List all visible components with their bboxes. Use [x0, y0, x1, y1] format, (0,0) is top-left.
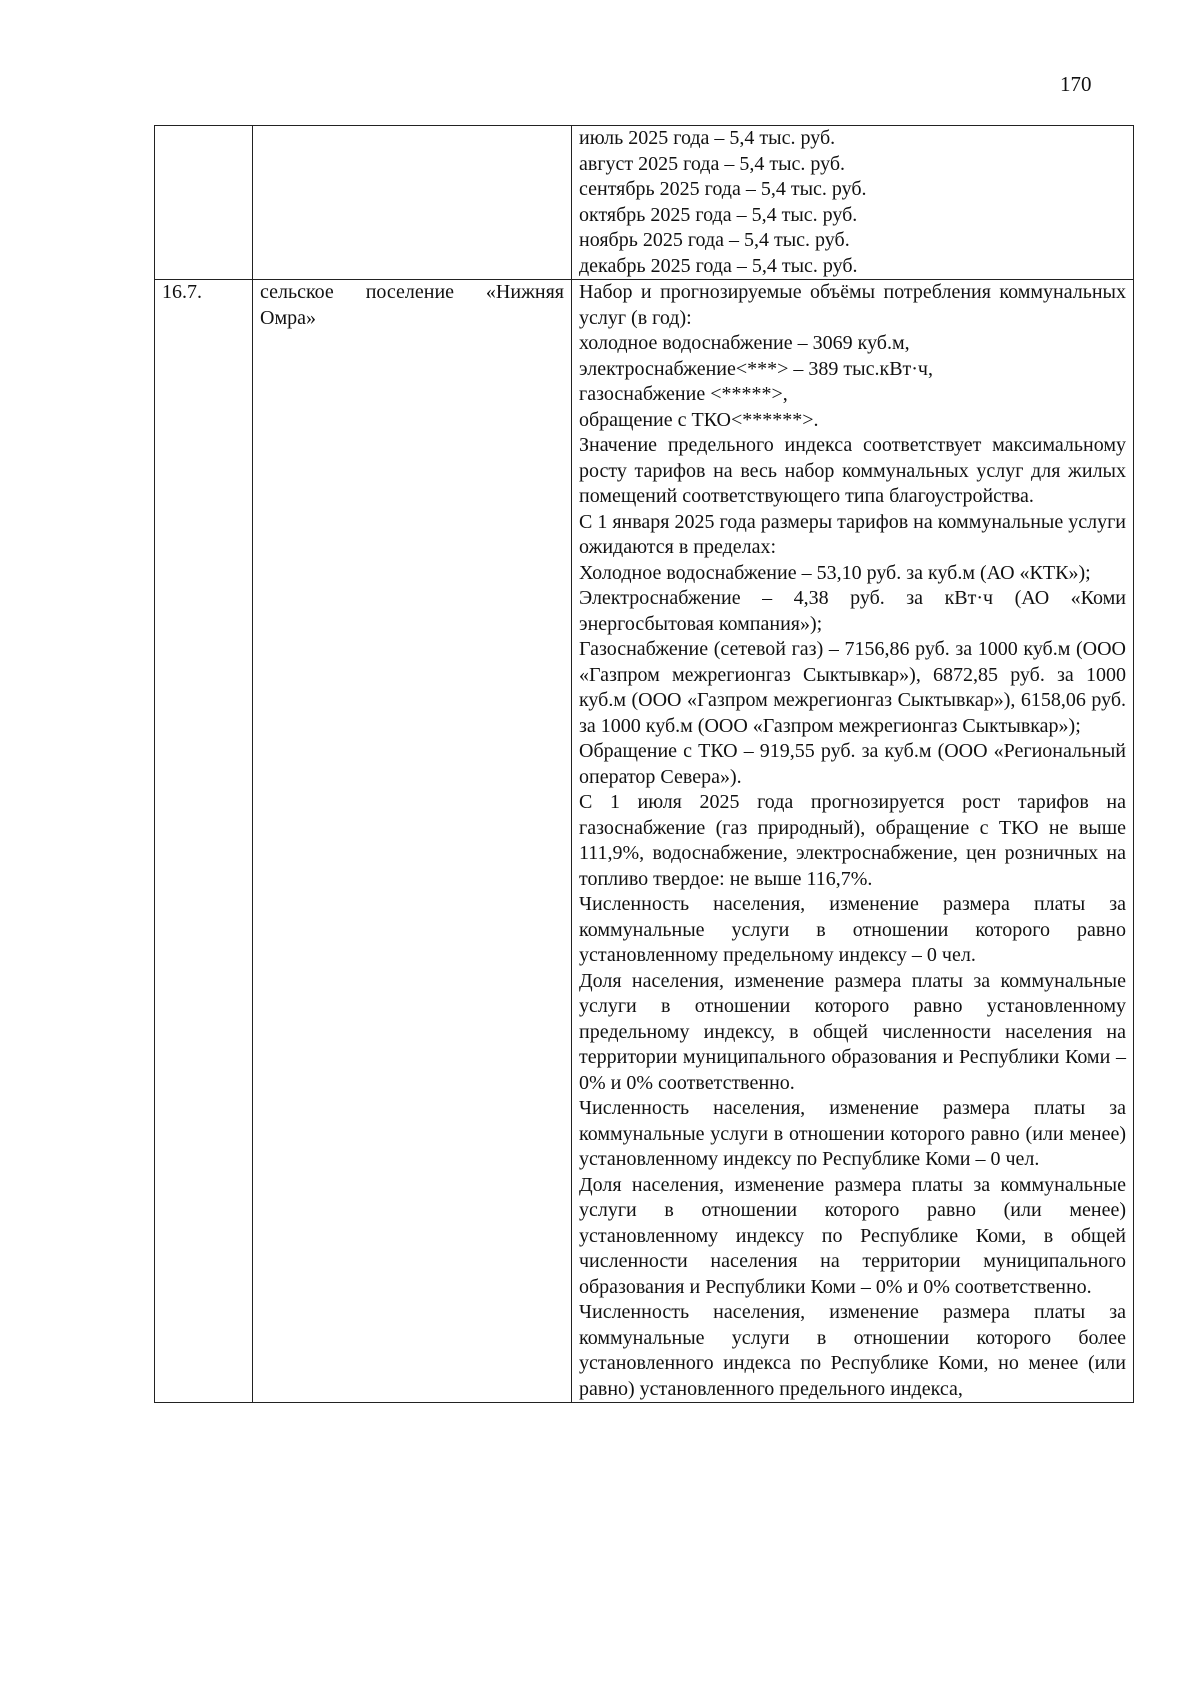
paragraph: Доля населения, изменение размера платы за коммунальные услуги в отношении которого равно установленному предельному индексу, в общей численности населения на территории муниципального образования и Республики Коми – 0% и 0% соответственно. [579, 969, 1126, 1094]
paragraph: Газоснабжение (сетевой газ) – 7156,86 руб. за 1000 куб.м (ООО «Газпром межрегионгаз Сыктывкар»), 6872,85 руб. за 1000 куб.м (ООО «Газпром межрегионгаз Сыктывкар»), 6158,06 руб. за 1000 куб.м (ООО «Газпром межрегионгаз Сыктывкар»); [579, 638, 1126, 737]
paragraph: обращение с ТКО<******>. [579, 408, 819, 431]
paragraph: электроснабжение<***> – 389 тыс.кВт·ч, [579, 357, 933, 380]
paragraph: Холодное водоснабжение – 53,10 руб. за куб.м (АО «КТК»); [579, 561, 1091, 584]
settlement-cell [253, 126, 572, 280]
page-number: 170 [1060, 72, 1092, 96]
paragraph: Численность населения, изменение размера платы за коммунальные услуги в отношении которого равно (или менее) установленному индексу по Республике Коми – 0 чел. [579, 1097, 1126, 1170]
list-item: июль 2025 года – 5,4 тыс. руб. [579, 127, 836, 149]
settlement-name: сельское поселение «Нижняя Омра» [253, 280, 572, 1403]
list-item: август 2025 года – 5,4 тыс. руб. [579, 152, 846, 175]
list-item: октябрь 2025 года – 5,4 тыс. руб. [579, 203, 858, 226]
monthly-amounts-cell [572, 126, 1134, 280]
paragraph: Набор и прогнозируемые объёмы потребления коммунальных услуг (в год): [579, 281, 1126, 329]
paragraph: Численность населения, изменение размера платы за коммунальные услуги в отношении которого более установленного индекса по Республике Коми, но менее (или равно) установленного предельного индекса, [579, 1301, 1126, 1400]
list-item: ноябрь 2025 года – 5,4 тыс. руб. [579, 229, 850, 251]
paragraph: Доля населения, изменение размера платы за коммунальные услуги в отношении которого равно (или менее) установленному индексу по Республике Коми, в общей численности населения на территории муниципального образования и Республики Коми – 0% и 0% соответственно. [579, 1173, 1126, 1298]
paragraph: Электроснабжение – 4,38 руб. за кВт·ч (АО «Коми энергосбытовая компания»); [579, 587, 1126, 635]
paragraph: С 1 января 2025 года размеры тарифов на коммунальные услуги ожидаются в пределах: [579, 510, 1126, 558]
paragraph: Обращение с ТКО – 919,55 руб. за куб.м (ООО «Региональный оператор Севера»). [579, 740, 1126, 788]
paragraph: Значение предельного индекса соответствует максимальному росту тарифов на весь набор коммунальных услуг для жилых помещений соответствующего типа благоустройства. [579, 434, 1126, 507]
description-cell [572, 280, 1134, 1403]
number-cell [155, 126, 253, 280]
list-item: сентябрь 2025 года – 5,4 тыс. руб. [579, 178, 867, 200]
paragraph: холодное водоснабжение – 3069 куб.м, [579, 332, 910, 354]
paragraph: Численность населения, изменение размера платы за коммунальные услуги в отношении которого равно установленному предельному индексу – 0 чел. [579, 893, 1126, 966]
tariff-table [154, 125, 1134, 1403]
paragraph: С 1 июля 2025 года прогнозируется рост тарифов на газоснабжение (газ природный), обращение с ТКО не выше 111,9%, водоснабжение, электроснабжение, цен розничных на топливо твердое: не выше 116,7%. [579, 791, 1126, 890]
row-number: 16.7. [155, 280, 253, 1403]
table-row-continuation [155, 126, 1134, 280]
paragraph: газоснабжение <*****>, [579, 383, 788, 405]
table-row-16-7 [155, 280, 1134, 1403]
list-item: декабрь 2025 года – 5,4 тыс. руб. [579, 254, 858, 277]
